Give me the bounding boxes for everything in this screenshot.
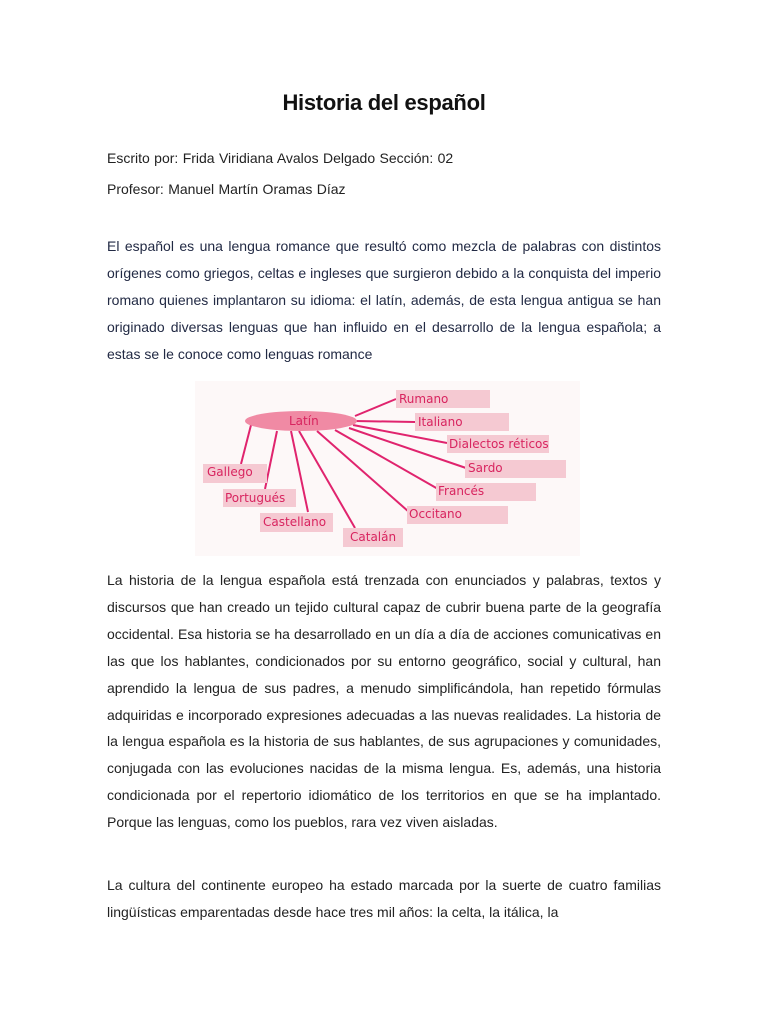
gallego-label: Gallego xyxy=(207,465,253,479)
intro-paragraph: El español es una lengua romance que resultó como mezcla de palabras con distintos orígenes como griegos, celtas e ingleses que surgieron debido a la conquista del imperio romano quienes implantaron su idioma: el latín, además, de esta lengua antigua se han originado diversas lenguas que han influido en el desarrollo de la lengua española; a estas se le conoce como lenguas romance xyxy=(107,238,661,362)
connector-italiano xyxy=(355,421,415,422)
castellano-label: Castellano xyxy=(263,515,327,529)
italiano-label: Italiano xyxy=(418,415,463,429)
catalan-label: Catalán xyxy=(350,530,397,544)
frances-label: Francés xyxy=(438,484,485,498)
dialectos-reticos-label: Dialectos réticos xyxy=(449,437,549,451)
professor-line: Profesor: Manuel Martín Oramas Díaz xyxy=(107,181,346,197)
occitano-label: Occitano xyxy=(409,507,462,521)
sardo-label: Sardo xyxy=(468,461,503,475)
history-paragraph: La historia de la lengua española está trenzada con enunciados y palabras, textos y discursos que han creado un tejido cultural capaz de cubrir buena parte de la geografía occidental. Esa historia se ha desarrollado en un día a día de acciones comunicativas en las que los hablantes, condicionados por su entorno geográfico, social y cultural, han aprendido la lengua de sus padres, a menudo simplificándola, han repetido fórmulas adquiridas e incorporado expresiones adecuadas a las nuevas realidades. La historia de la lengua española es la historia de sus hablantes, de sus agrupaciones y comunidades, conjugada con las evoluciones nacidas de la misma lengua. Es, además, una historia condicionada por el repertorio idiomático de los territorios en que se ha implantado. Porque las lenguas, como los pueblos, rara vez viven aisladas. xyxy=(107,572,661,831)
latin-root-label: Latín xyxy=(289,414,319,428)
rumano-label: Rumano xyxy=(399,392,449,406)
culture-paragraph: La cultura del continente europeo ha estado marcada por la suerte de cuatro familias lingüísticas emparentadas desde hace tres mil años: la celta, la itálica, la xyxy=(107,877,661,920)
portugues-label: Portugués xyxy=(225,491,286,505)
author-line: Escrito por: Frida Viridiana Avalos Delgado Sección: 02 xyxy=(107,150,454,166)
latin-languages-diagram xyxy=(195,381,580,556)
document-title: Historia del español xyxy=(282,90,486,115)
